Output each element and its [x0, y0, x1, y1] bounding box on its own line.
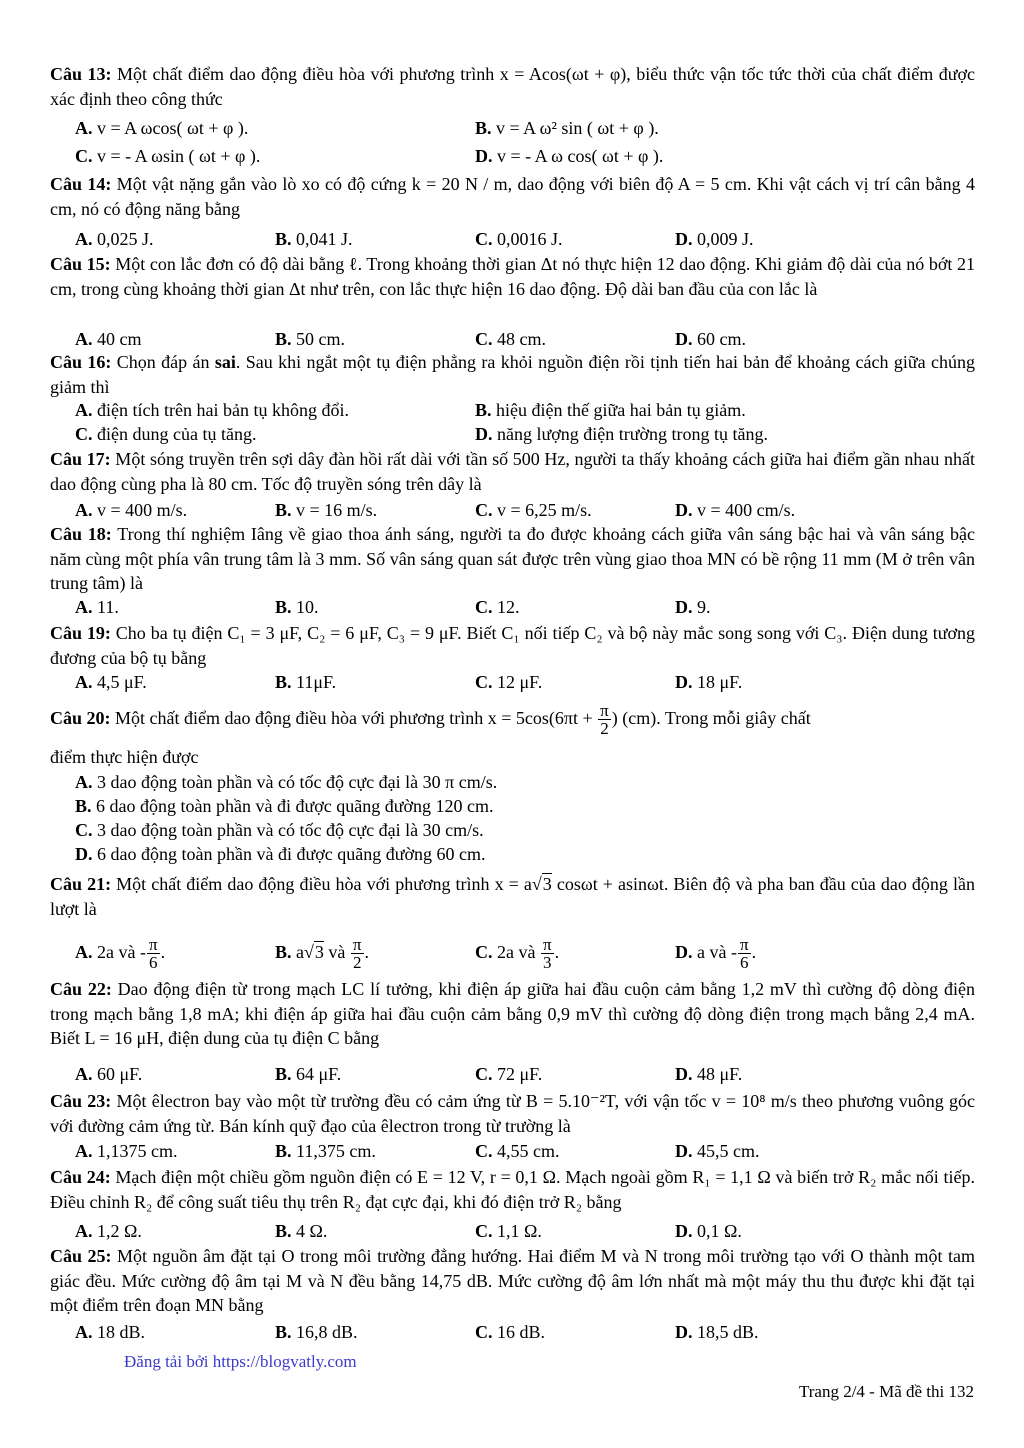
- fraction: $\frac{\pi}{2}$: [600, 700, 609, 739]
- question-label: Câu 18:: [50, 524, 112, 544]
- option-a: A. 0,025 J.: [75, 229, 154, 249]
- option-a: A. 3 dao động toàn phần và có tốc độ cực đại là 30 π cm/s.: [75, 772, 498, 792]
- option-c: C. điện dung của tụ tăng.: [75, 424, 257, 444]
- question-21: Câu 21: Một chất điểm dao động điều hòa với phương trình x = a√3 cosωt + asinωt. Biên độ và pha ban đầu của dao động lần lượt là: [50, 874, 975, 919]
- option-a: A. v = A ωcos( ωt + φ ).: [75, 118, 249, 138]
- option-b: B. hiệu điện thế giữa hai bản tụ giảm.: [475, 400, 746, 420]
- question-18: [50, 522, 975, 596]
- options-13b: [75, 144, 975, 168]
- option-c: C. 0,0016 J.: [475, 229, 563, 249]
- question-23: [50, 1089, 975, 1138]
- question-text: Một êlectron bay vào một từ trường đều có cảm ứng từ B = 5.10⁻²T, với vận tốc v = 10⁸ m/s theo phương vuông góc với đường cảm ứng từ. Bán kính quỹ đạo của êlectron trong từ trường là: [50, 1091, 975, 1136]
- question-25: [50, 1244, 975, 1318]
- question-text: Một nguồn âm đặt tại O trong môi trường đẳng hướng. Hai điểm M và N trong môi trường tạo với O thành một tam giác đều. Mức cường độ âm tại M và N đều bằng 14,75 dB. Mức cường độ âm lớn nhất mà một máy thu thu được khi đặt tại một điểm trên đoạn MN bằng: [50, 1246, 975, 1315]
- option-b: B. 50 cm.: [275, 329, 346, 349]
- option-b: B. v = 16 m/s.: [275, 500, 378, 520]
- options-24: [75, 1219, 975, 1243]
- option-a: A. 1,1375 cm.: [75, 1141, 178, 1161]
- option-b: B. 6 dao động toàn phần và đi được quãng đường 120 cm.: [75, 796, 494, 816]
- option-a: A. 18 dB.: [75, 1322, 146, 1342]
- question-text: Trong thí nghiệm Iâng về giao thoa ánh sáng, người ta đo được khoảng cách giữa vân sáng bậc hai và vân sáng bậc năm cùng một phía vân trung tâm là 3 mm. Số vân sáng quan sát được trên vùng giao thoa MN có bề rộng 11 mm (M ở trên vân trung tâm) là: [50, 524, 975, 593]
- option-d: D. 48 μF.: [675, 1064, 743, 1084]
- question-label: Câu 16:: [50, 352, 112, 372]
- option-c: C. 16 dB.: [475, 1322, 546, 1342]
- option-b: B. 11μF.: [275, 672, 337, 692]
- option-d: D. 18,5 dB.: [675, 1322, 759, 1342]
- option-c: C. v = - A ωsin ( ωt + φ ).: [75, 146, 261, 166]
- option-d: D. 18 μF.: [675, 672, 743, 692]
- option-b: B. 10.: [275, 597, 319, 617]
- options-16: [75, 398, 975, 422]
- options-15: [75, 327, 975, 351]
- option-b: B. 4 Ω.: [275, 1221, 328, 1241]
- question-label: Câu 14:: [50, 174, 112, 194]
- page-number: Trang 2/4 - Mã đề thi 132: [798, 1382, 974, 1401]
- option-b: B. v = A ω² sin ( ωt + φ ).: [475, 118, 659, 138]
- question-label: Câu 24:: [50, 1167, 111, 1187]
- option-d: D. 60 cm.: [675, 329, 746, 349]
- question-label: Câu 17:: [50, 449, 111, 469]
- option-c: C. 3 dao động toàn phần và có tốc độ cực đại là 30 cm/s.: [75, 820, 484, 840]
- options-18: [75, 595, 975, 619]
- option-c: C. 1,1 Ω.: [475, 1221, 542, 1241]
- question-text: Mạch điện một chiều gồm nguồn điện có E = 12 V, r = 0,1 Ω. Mạch ngoài gồm R₁ = 1,1 Ω và biến trở R₂ mắc nối tiếp. Điều chỉnh R₂ để công suất tiêu thụ trên R₂ đạt cực đại, khi đó điện trở R₂ bằng: [50, 1167, 975, 1212]
- question-16: Câu 16: Chọn đáp án sai. Sau khi ngắt một tụ điện phẳng ra khỏi nguồn điện rồi tịnh tiến hai bản để khoảng cách giữa chúng giảm thì: [50, 352, 975, 397]
- question-20-line2: điểm thực hiện được: [50, 747, 199, 767]
- option-d: D. năng lượng điện trường trong tụ tăng.: [475, 424, 769, 444]
- question-13: [50, 62, 975, 111]
- option-d: D. 0,1 Ω.: [675, 1221, 742, 1241]
- option-b: B. 16,8 dB.: [275, 1322, 358, 1342]
- options-23: [75, 1139, 975, 1163]
- question-text: Cho ba tụ điện C₁ = 3 μF, C₂ = 6 μF, C₃ = 9 μF. Biết C₁ nối tiếp C₂ và bộ này mắc song song với C₃. Điện dung tương đương của bộ tụ bằng: [50, 623, 975, 668]
- question-15: [50, 252, 975, 301]
- option-d: D. a và - $\frac{\pi}{6}$ .: [675, 934, 757, 973]
- question-text: Một sóng truyền trên sợi dây đàn hồi rất dài với tần số 500 Hz, người ta thấy khoảng cách giữa hai điểm gần nhau nhất dao động cùng pha là 80 cm. Tốc độ truyền sóng trên dây là: [50, 449, 975, 494]
- question-label: Câu 21:: [50, 874, 112, 894]
- options-21: [75, 930, 975, 974]
- question-text: Dao động điện từ trong mạch LC lí tưởng, khi điện áp giữa hai đầu cuộn cảm bằng 1,2 mV thì cường độ dòng điện trong mạch bằng 1,8 mA; khi điện áp giữa hai đầu cuộn cảm bằng 0,9 mV thì cường độ dòng điện trong mạch bằng 2,4 mA. Biết L = 16 μH, điện dung của tụ điện C bằng: [50, 979, 975, 1048]
- option-a: A. 11.: [75, 597, 119, 617]
- options-13: [75, 116, 975, 140]
- question-label: Câu 19:: [50, 623, 111, 643]
- option-a: A. 4,5 μF.: [75, 672, 147, 692]
- question-20: Câu 20: Một chất điểm dao động điều hòa với phương trình x = 5cos(6πt + $\frac{\pi}{2}$ ) (cm). Trong mỗi giây chất: [50, 700, 811, 739]
- option-c: C. 2a và $\frac{\pi}{3}$ .: [475, 934, 560, 973]
- option-b: B. 64 μF.: [275, 1064, 342, 1084]
- option-d: D. v = - A ω cos( ωt + φ ).: [475, 146, 664, 166]
- option-a: A. điện tích trên hai bản tụ không đổi.: [75, 400, 349, 420]
- option-a: A. 40 cm: [75, 329, 142, 349]
- question-14: [50, 172, 975, 221]
- options-16b: [75, 422, 975, 446]
- question-label: Câu 22:: [50, 979, 112, 999]
- question-text: Một con lắc đơn có độ dài bằng ℓ. Trong khoảng thời gian Δt nó thực hiện 12 dao động. Khi giảm độ dài của nó bớt 21 cm, trong cùng khoảng thời gian Δt như trên, con lắc thực hiện 16 dao động. Độ dài ban đầu của con lắc là: [50, 254, 975, 299]
- option-d: D. v = 400 cm/s.: [675, 500, 796, 520]
- options-17: [75, 498, 975, 522]
- option-c: C. 72 μF.: [475, 1064, 543, 1084]
- question-label: Câu 15:: [50, 254, 111, 274]
- option-a: A. v = 400 m/s.: [75, 500, 188, 520]
- option-b: B. 11,375 cm.: [275, 1141, 376, 1161]
- question-label: Câu 20:: [50, 708, 111, 728]
- option-c: C. 4,55 cm.: [475, 1141, 560, 1161]
- question-22: [50, 977, 975, 1051]
- option-a: A. 60 μF.: [75, 1064, 143, 1084]
- options-19: [75, 670, 975, 694]
- question-17: [50, 447, 975, 496]
- question-label: Câu 23:: [50, 1091, 112, 1111]
- option-c: C. 12.: [475, 597, 520, 617]
- option-d: D. 6 dao động toàn phần và đi được quãng đường 60 cm.: [75, 844, 486, 864]
- option-a: A. 2a và - $\frac{\pi}{6}$ .: [75, 934, 166, 973]
- question-text: Một vật nặng gắn vào lò xo có độ cứng k = 20 N / m, dao động với biên độ A = 5 cm. Khi vật cách vị trí cân bằng 4 cm, nó có động năng bằng: [50, 174, 975, 219]
- option-c: C. v = 6,25 m/s.: [475, 500, 592, 520]
- question-label: Câu 13:: [50, 64, 112, 84]
- option-b: B. 0,041 J.: [275, 229, 353, 249]
- question-label: Câu 25:: [50, 1246, 112, 1266]
- option-d: D. 45,5 cm.: [675, 1141, 760, 1161]
- source-link[interactable]: Đăng tải bởi https://blogvatly.com: [124, 1352, 357, 1371]
- question-text: Một chất điểm dao động điều hòa với phương trình x = Acos(ωt + φ), biểu thức vận tốc tức thời của chất điểm được xác định theo công thức: [50, 64, 975, 109]
- option-b: B. a√3 và $\frac{\pi}{2}$ .: [275, 934, 369, 973]
- options-14: [75, 227, 975, 251]
- question-19: [50, 621, 975, 670]
- option-c: C. 48 cm.: [475, 329, 546, 349]
- question-24: [50, 1165, 975, 1214]
- option-a: A. 1,2 Ω.: [75, 1221, 142, 1241]
- option-d: D. 9.: [675, 597, 711, 617]
- option-c: C. 12 μF.: [475, 672, 543, 692]
- options-25: [75, 1320, 975, 1344]
- options-22: [75, 1062, 975, 1086]
- option-d: D. 0,009 J.: [675, 229, 754, 249]
